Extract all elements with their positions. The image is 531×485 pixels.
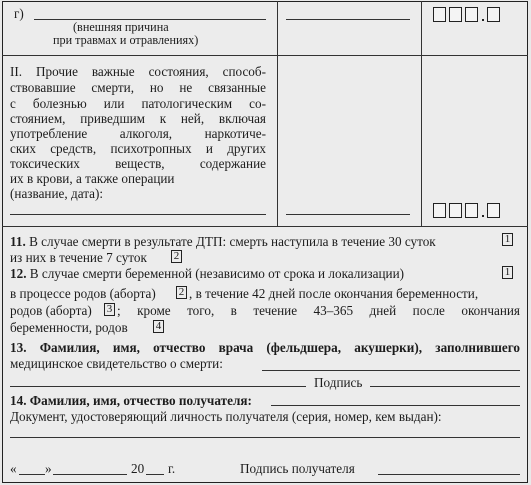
- date-day-field[interactable]: [19, 474, 45, 475]
- code-box[interactable]: [465, 7, 478, 22]
- other-conditions-field[interactable]: [10, 214, 266, 215]
- q13-line-1: 13. Фамилия, имя, отчество врача (фельдшера, акушерки), заполнившего: [10, 340, 520, 355]
- code-box[interactable]: [449, 7, 462, 22]
- section-two-line: (название, дата):: [10, 186, 104, 201]
- date-month-field[interactable]: [53, 474, 127, 475]
- q11-checkbox-1[interactable]: 1: [502, 233, 513, 246]
- code-box[interactable]: [487, 203, 500, 218]
- date-year-field[interactable]: [146, 474, 164, 475]
- recipient-doc-field[interactable]: [10, 437, 520, 438]
- q14-line-1: 14. Фамилия, имя, отчество получателя:: [10, 393, 252, 408]
- q12-line-2b: , в течение 42 дней после окончания беременности,: [189, 286, 479, 301]
- recipient-doc-label: Документ, удостоверяющий личность получателя (серия, номер, кем выдан):: [10, 409, 442, 424]
- q12-checkbox-1[interactable]: 1: [502, 266, 513, 279]
- code-box[interactable]: [449, 203, 462, 218]
- column-divider-1: [277, 1, 278, 226]
- q12-checkbox-3[interactable]: 3: [104, 303, 115, 316]
- code-box[interactable]: [465, 203, 478, 218]
- q12-checkbox-4[interactable]: 4: [153, 320, 164, 333]
- code-box[interactable]: [487, 7, 500, 22]
- external-cause-caption-2: при травмах и отравлениях): [53, 33, 199, 47]
- section-two-line: их в крови, а также операции: [10, 171, 175, 186]
- q12-text-2b: в течение 42 дней после окончания беременности,: [195, 286, 479, 301]
- section-two-line: употребление алкоголя, наркотиче-: [10, 126, 266, 141]
- q12-line-3b: ; кроме того, в течение 43–365 дней после окончания: [117, 303, 520, 318]
- date-close-quote: »: [45, 461, 52, 476]
- code-dot: [482, 19, 484, 21]
- q12-checkbox-2[interactable]: 2: [176, 286, 187, 299]
- code-box[interactable]: [433, 7, 446, 22]
- q11-line-2: из них в течение 7 суток: [10, 250, 147, 265]
- section-two-line: ских средств, психотропных и других: [10, 141, 266, 156]
- item-letter: г): [14, 6, 24, 21]
- row-divider: [2, 55, 528, 56]
- section-two-line: токсических веществ, содержание: [10, 156, 266, 171]
- q12-line-1: 12. В случае смерти беременной (независимо от срока и локализации): [10, 266, 405, 281]
- q11-line-1: 11. В случае смерти в результате ДТП: смерть наступила в течение 30 суток: [10, 234, 436, 249]
- section-two-line: с болезнью или патологическим со-: [10, 96, 266, 111]
- q12-text-1: В случае смерти беременной (независимо от срока и локализации): [26, 266, 405, 281]
- period-field-bottom[interactable]: [286, 214, 410, 215]
- section-two-line: ствовавшие смерти, но не связанные: [10, 80, 266, 95]
- doctor-name-field[interactable]: [262, 370, 520, 371]
- q12-line-2a: в процессе родов (аборта): [10, 286, 156, 301]
- section-two-line: стоянием, приведшим к ней, включая: [10, 111, 266, 126]
- recipient-signature-field[interactable]: [378, 474, 520, 475]
- doctor-name-field-2[interactable]: [10, 386, 306, 387]
- period-field-top[interactable]: [286, 19, 410, 20]
- recipient-name-field[interactable]: [271, 405, 520, 406]
- recipient-signature-label: Подпись получателя: [240, 461, 355, 476]
- column-divider-2: [421, 1, 422, 226]
- doctor-signature-field[interactable]: [370, 386, 520, 387]
- date-open-quote: «: [10, 461, 17, 476]
- signature-label: Подпись: [314, 375, 363, 390]
- q13-line-2: медицинское свидетельство о смерти:: [10, 356, 223, 371]
- date-year-prefix: 20: [131, 461, 145, 476]
- date-year-suffix: г.: [168, 461, 176, 476]
- section-divider: [2, 226, 528, 227]
- q12-line-3a: родов (аборта): [10, 303, 92, 318]
- code-dot: [482, 215, 484, 217]
- external-cause-caption-1: (внешняя причина: [73, 20, 169, 34]
- q11-text-1: В случае смерти в результате ДТП: смерть наступила в течение 30 суток: [25, 234, 436, 249]
- q12-line-4: беременности, родов: [10, 320, 128, 335]
- code-box[interactable]: [433, 203, 446, 218]
- q11-checkbox-2[interactable]: 2: [171, 250, 182, 263]
- section-two-line: II. Прочие важные состояния, способ-: [10, 64, 266, 79]
